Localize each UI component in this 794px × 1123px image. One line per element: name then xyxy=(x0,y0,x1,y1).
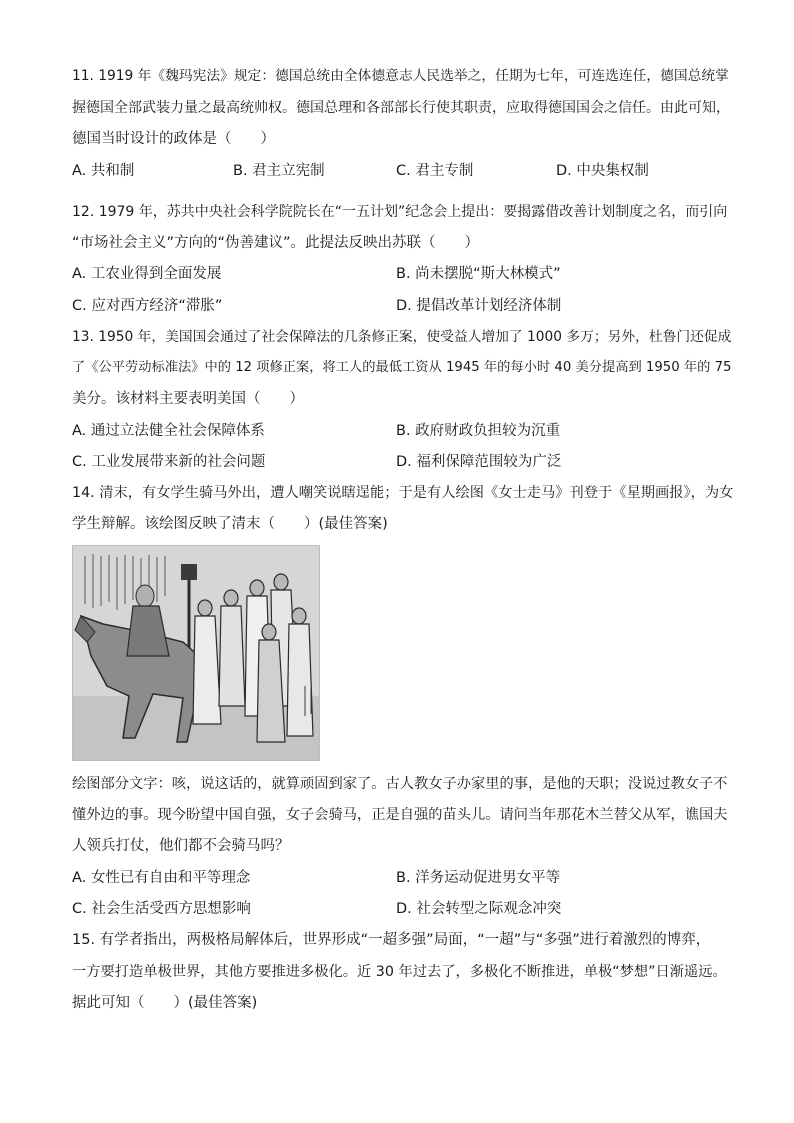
q11-stem-line-3: 德国当时设计的政体是（ ） xyxy=(72,131,275,147)
q14-caption-line-1: 绘图部分文字：咳，说这话的，就算顽固到家了。古人教女子办家里的事，是他的天职；没说过教女子不 xyxy=(72,776,728,792)
q12-option-a[interactable]: A. 工农业得到全面发展 xyxy=(72,266,222,282)
q13-stem-line-2: 了《公平劳动标准法》中的 12 项修正案，将工人的最低工资从 1945 年的每小时 40 美分提高到 1950 年的 75 xyxy=(72,360,732,375)
q15-stem-line-3: 据此可知（ ）(最佳答案) xyxy=(72,995,258,1011)
q12-option-d[interactable]: D. 提倡改革计划经济体制 xyxy=(396,298,562,314)
q13-option-c[interactable]: C. 工业发展带来新的社会问题 xyxy=(72,454,266,470)
q14-caption-line-3: 人领兵打仗，他们都不会骑马吗？ xyxy=(72,838,290,854)
q14-caption-line-2: 懂外边的事。现今盼望中国自强，女子会骑马，正是自强的苗头儿。请问当年那花木兰替父从军，谯国夫 xyxy=(72,807,728,823)
q11-stem-line-1: 11. 1919 年《魏玛宪法》规定：德国总统由全体德意志人民选举之，任期为七年，可连选连任，德国总统掌 xyxy=(72,68,729,84)
q12-option-b[interactable]: B. 尚未摆脱“斯大林模式” xyxy=(396,266,561,282)
q15-stem-line-2: 一方要打造单极世界，其他方要推进多极化。近 30 年过去了，多极化不断推进，单极“梦想”日渐遥远。 xyxy=(72,964,727,980)
woman-riding-horse-illustration xyxy=(72,545,320,761)
q11-option-c[interactable]: C. 君主专制 xyxy=(396,163,474,179)
q12-stem-line-1: 12. 1979 年，苏共中央社会科学院院长在“一五计划”纪念会上提出：要揭露借改善计划制度之名，而引向 xyxy=(72,204,728,220)
q14-option-d[interactable]: D. 社会转型之际观念冲突 xyxy=(396,901,562,917)
q13-stem-line-1: 13. 1950 年，美国国会通过了社会保障法的几条修正案，使受益人增加了 1000 多万；另外，杜鲁门还促成 xyxy=(72,329,732,345)
q13-option-d[interactable]: D. 福利保障范围较为广泛 xyxy=(396,454,562,470)
q11-stem-line-2: 握德国全部武装力量之最高统帅权。德国总理和各部部长行使其职责，应取得德国国会之信任。由此可知， xyxy=(72,100,730,116)
q14-stem-line-1: 14. 清末，有女学生骑马外出，遭人嘲笑说瞎逞能；于是有人绘图《女士走马》刊登于《星期画报》，为女 xyxy=(72,485,734,501)
q13-option-a[interactable]: A. 通过立法健全社会保障体系 xyxy=(72,423,265,439)
q12-stem-line-2: “市场社会主义”方向的“伪善建议”。此提法反映出苏联（ ） xyxy=(72,235,480,251)
q14-option-c[interactable]: C. 社会生活受西方思想影响 xyxy=(72,901,251,917)
q14-stem-line-2: 学生辩解。该绘图反映了清末（ ）(最佳答案) xyxy=(72,516,388,532)
q11-option-a[interactable]: A. 共和制 xyxy=(72,163,135,179)
q11-option-b[interactable]: B. 君主立宪制 xyxy=(233,163,325,179)
q13-option-b[interactable]: B. 政府财政负担较为沉重 xyxy=(396,423,561,439)
q13-stem-line-3: 美分。该材料主要表明美国（ ） xyxy=(72,391,304,407)
q15-stem-line-1: 15. 有学者指出，两极格局解体后，世界形成“一超多强”局面，“一超”与“多强”进行着激烈的博弈， xyxy=(72,932,711,948)
q14-option-a[interactable]: A. 女性已有自由和平等理念 xyxy=(72,870,251,886)
q11-option-d[interactable]: D. 中央集权制 xyxy=(556,163,649,179)
q14-option-b[interactable]: B. 洋务运动促进男女平等 xyxy=(396,870,561,886)
q12-option-c[interactable]: C. 应对西方经济“滞胀” xyxy=(72,298,223,314)
